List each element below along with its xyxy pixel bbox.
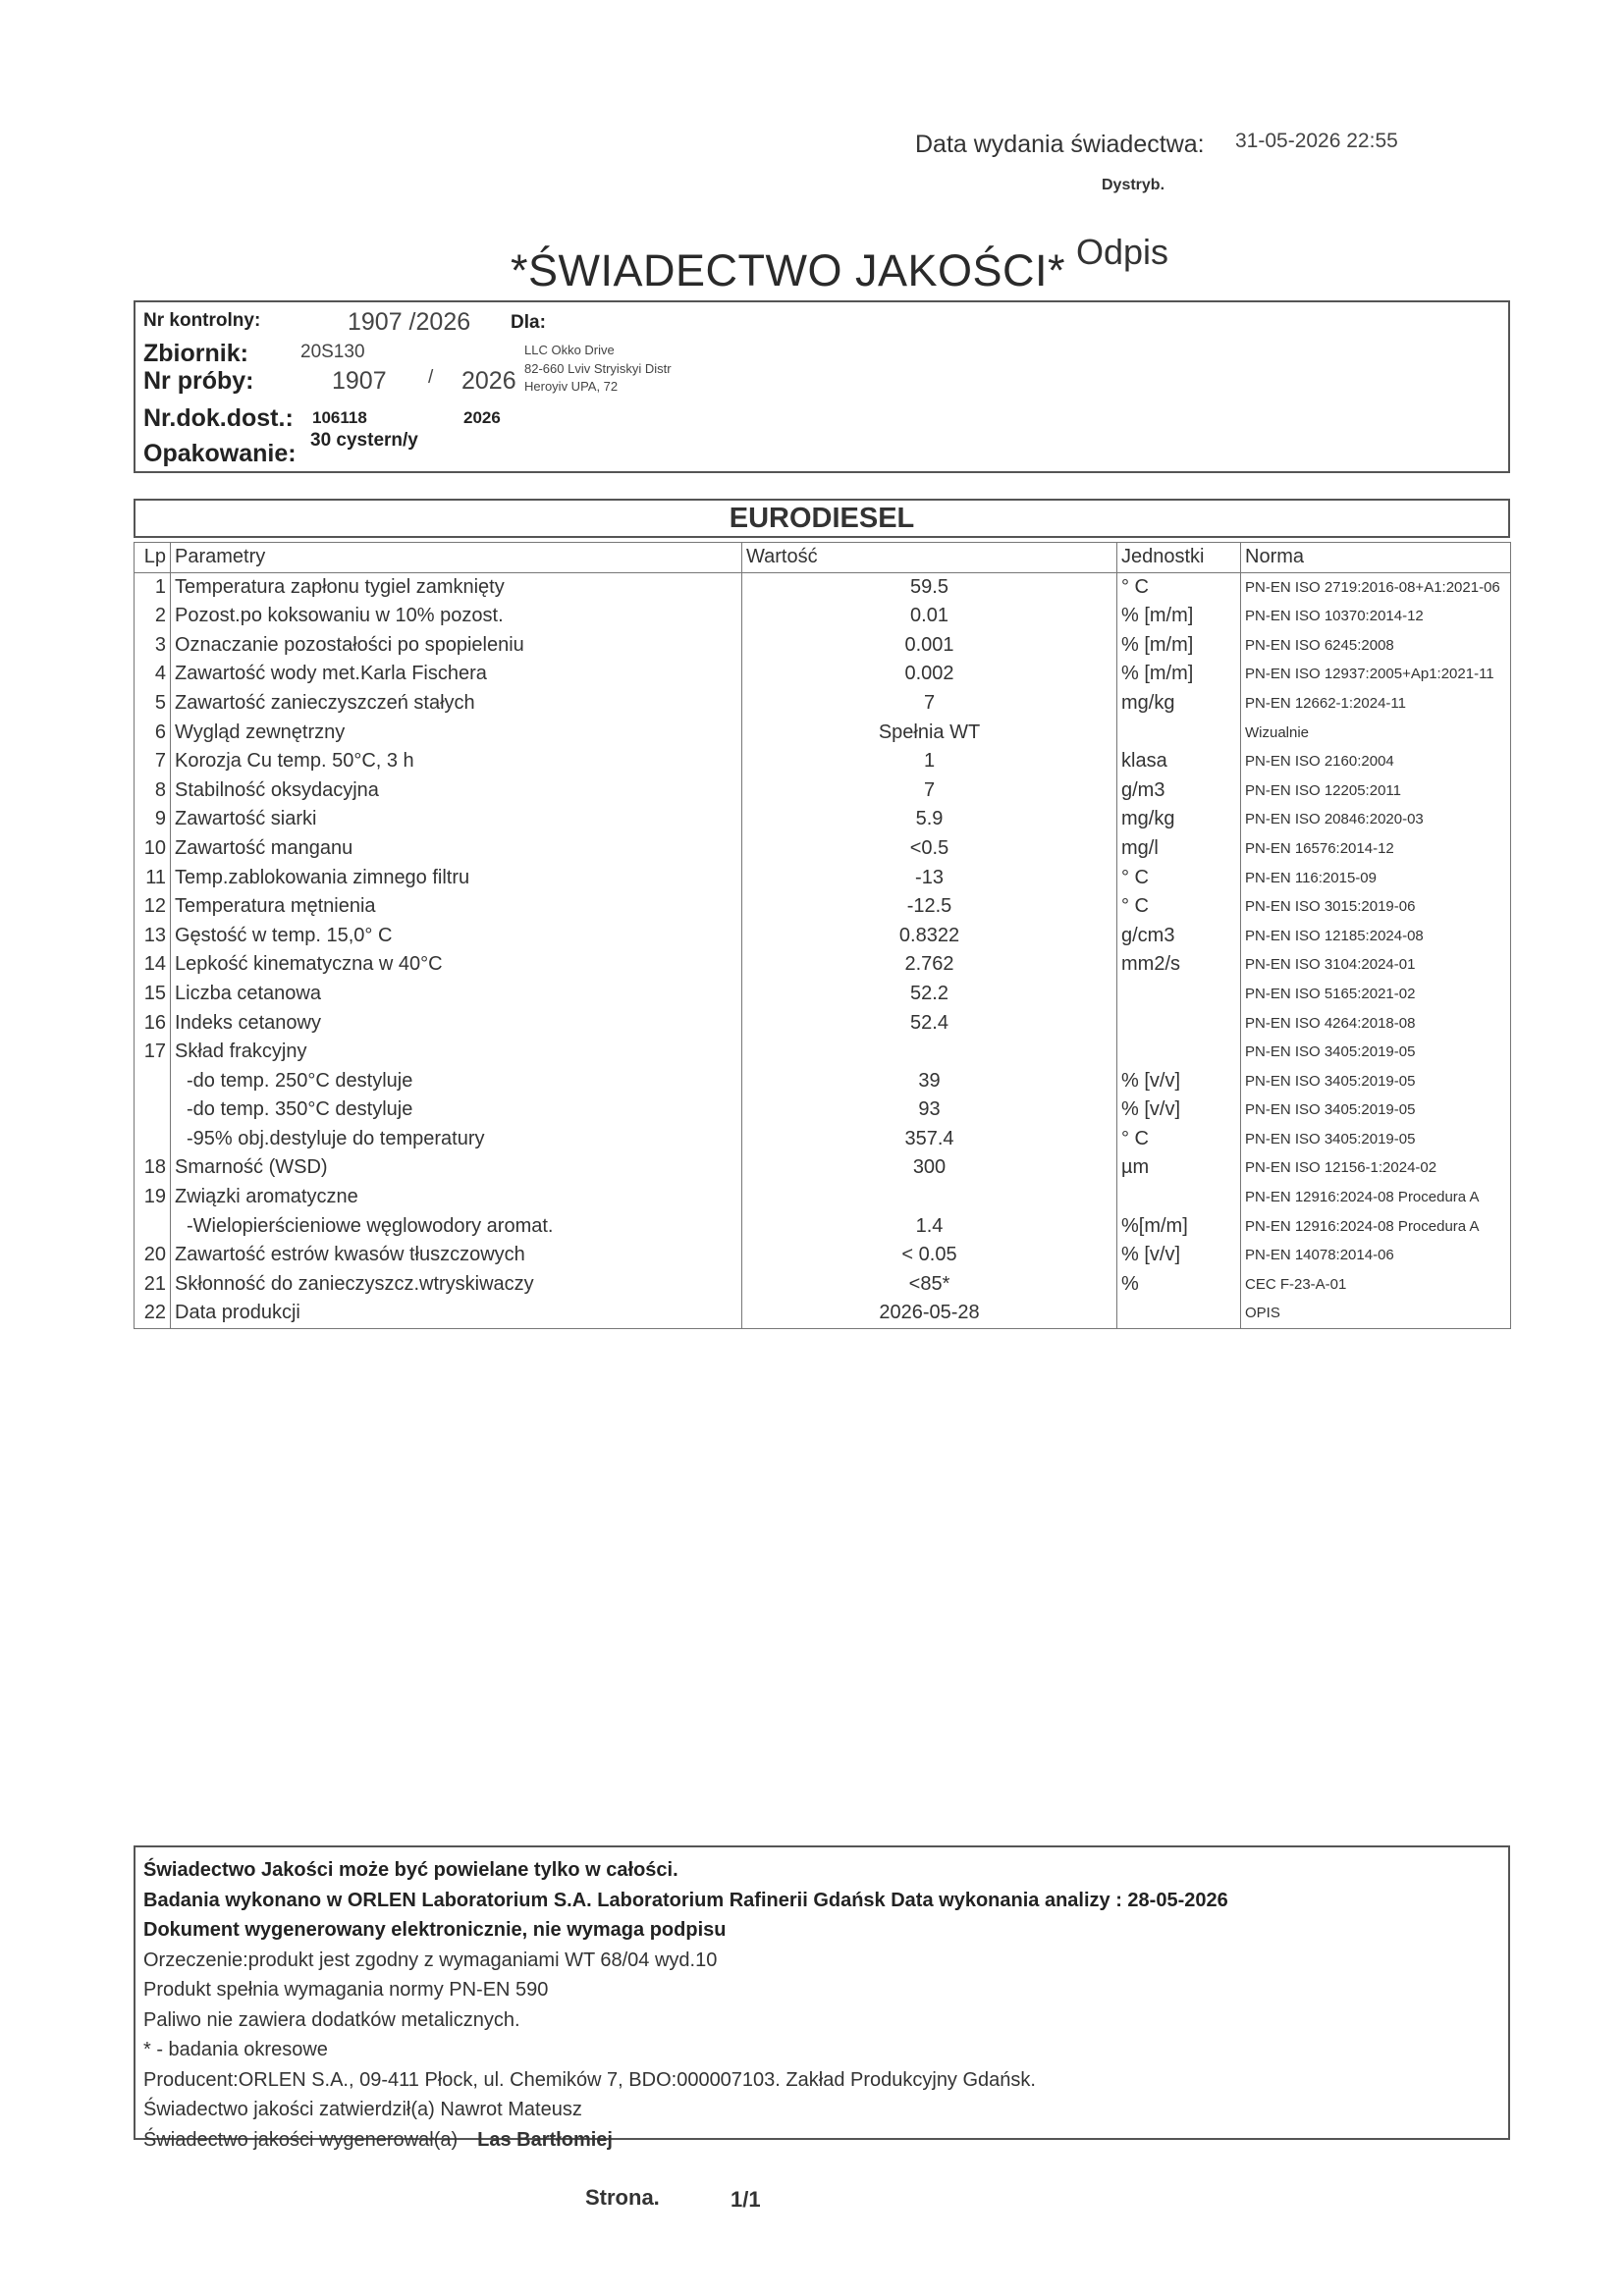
- row-value: 2.762: [742, 950, 1117, 980]
- row-unit: [1117, 1009, 1241, 1039]
- row-value: 59.5: [742, 572, 1117, 602]
- header-parameters: Parametry: [171, 543, 742, 573]
- row-lp: 13: [135, 922, 171, 951]
- row-norm: PN-EN ISO 3405:2019-05: [1245, 1072, 1416, 1090]
- certificate-notes-box: [134, 1845, 1510, 2151]
- table-row: [135, 1153, 1511, 1183]
- packaging-label: Opakowanie:: [143, 440, 297, 467]
- row-parameter: Skłonność do zanieczyszcz.wtryskiwaczy: [171, 1270, 742, 1300]
- row-norm: PN-EN 16576:2014-12: [1245, 839, 1394, 857]
- row-lp: 7: [135, 747, 171, 776]
- delivery-doc-label: Nr.dok.dost.:: [143, 404, 294, 432]
- sample-year: 2026: [461, 367, 516, 395]
- row-parameter: -Wielopierścieniowe węglowodory aromat.: [171, 1212, 742, 1242]
- row-norm: PN-EN ISO 10370:2014-12: [1245, 608, 1424, 625]
- row-parameter: Związki aromatyczne: [171, 1183, 742, 1212]
- row-value: 52.4: [742, 1009, 1117, 1039]
- row-value: <85*: [742, 1270, 1117, 1300]
- results-header-row: [135, 543, 1511, 573]
- issue-date-label: Data wydania świadectwa:: [915, 131, 1205, 158]
- row-unit: klasa: [1117, 747, 1241, 776]
- row-norm: PN-EN ISO 3405:2019-05: [1245, 1130, 1416, 1148]
- row-parameter: Wygląd zewnętrzny: [171, 719, 742, 748]
- row-lp: 15: [135, 980, 171, 1009]
- row-value: 0.001: [742, 631, 1117, 661]
- note-electronic-document: Dokument wygenerowany elektronicznie, nie wymaga podpisu: [143, 1919, 727, 1941]
- issue-date: 31-05-2026 22:55: [1235, 130, 1398, 152]
- table-row: [135, 719, 1511, 748]
- table-row: [135, 834, 1511, 864]
- product-name-box: [134, 499, 1510, 538]
- row-value: 300: [742, 1153, 1117, 1183]
- row-norm: PN-EN ISO 3104:2024-01: [1245, 956, 1416, 974]
- row-norm: PN-EN ISO 2160:2004: [1245, 753, 1394, 771]
- page-label: Strona.: [585, 2185, 660, 2210]
- row-norm: OPIS: [1241, 1299, 1511, 1328]
- row-lp: 5: [135, 689, 171, 719]
- row-norm: PN-EN ISO 6245:2008: [1245, 636, 1394, 654]
- row-lp: 22: [135, 1299, 171, 1328]
- row-parameter: Korozja Cu temp. 50°C, 3 h: [171, 747, 742, 776]
- control-number: 1907 /2026: [348, 308, 471, 336]
- row-norm: PN-EN ISO 12937:2005+Ap1:2021-11: [1245, 666, 1494, 683]
- row-value: [742, 1038, 1117, 1067]
- row-value: 1.4: [742, 1212, 1117, 1242]
- table-row: [135, 980, 1511, 1009]
- row-unit: [1117, 1183, 1241, 1212]
- row-parameter: Skład frakcyjny: [171, 1038, 742, 1067]
- row-lp: [135, 1067, 171, 1096]
- table-row: [135, 572, 1511, 602]
- row-value: 93: [742, 1095, 1117, 1125]
- row-value: Spełnia WT: [742, 719, 1117, 748]
- row-norm: PN-EN ISO 12156-1:2024-02: [1245, 1159, 1437, 1177]
- sample-number: 1907: [332, 367, 387, 395]
- row-unit: % [m/m]: [1117, 631, 1241, 661]
- row-unit: g/cm3: [1117, 922, 1241, 951]
- row-unit: %: [1117, 1270, 1241, 1300]
- header-lp: Lp: [135, 543, 171, 573]
- row-parameter: -95% obj.destyluje do temperatury: [171, 1125, 742, 1154]
- table-row: [135, 776, 1511, 806]
- table-row: [135, 660, 1511, 689]
- note-copy-restriction: Świadectwo Jakości może być powielane tylko w całości.: [143, 1859, 678, 1881]
- row-lp: 14: [135, 950, 171, 980]
- note-producer: Producent:ORLEN S.A., 09-411 Płock, ul. Chemików 7, BDO:000007103. Zakład Produkcyjny Gdańsk.: [143, 2068, 1036, 2091]
- row-norm: PN-EN 12916:2024-08 Procedura A: [1245, 1217, 1480, 1235]
- table-row: [135, 689, 1511, 719]
- row-norm: PN-EN 12662-1:2024-11: [1245, 694, 1406, 712]
- sample-number-separator: /: [428, 367, 434, 388]
- row-value: 7: [742, 689, 1117, 719]
- row-lp: [135, 1212, 171, 1242]
- row-value: [742, 1183, 1117, 1212]
- row-parameter: Zawartość wody met.Karla Fischera: [171, 660, 742, 689]
- table-row: [135, 950, 1511, 980]
- row-parameter: Data produkcji: [171, 1299, 742, 1328]
- row-parameter: Zawartość estrów kwasów tłuszczowych: [171, 1241, 742, 1270]
- row-lp: 20: [135, 1241, 171, 1270]
- table-row: [135, 805, 1511, 834]
- row-lp: 2: [135, 602, 171, 631]
- table-row: [135, 892, 1511, 922]
- shipment-details-box: [134, 300, 1510, 473]
- row-norm: PN-EN ISO 4264:2018-08: [1245, 1014, 1416, 1032]
- row-value: 0.01: [742, 602, 1117, 631]
- row-unit: ° C: [1117, 864, 1241, 893]
- row-parameter: Temperatura mętnienia: [171, 892, 742, 922]
- row-lp: 11: [135, 864, 171, 893]
- row-lp: 12: [135, 892, 171, 922]
- note-conformity: Orzeczenie:produkt jest zgodny z wymaganiami WT 68/04 wyd.10: [143, 1949, 718, 1971]
- row-unit: mg/kg: [1117, 805, 1241, 834]
- row-value: 2026-05-28: [742, 1299, 1117, 1328]
- recipient-label: Dla:: [511, 312, 546, 333]
- row-unit: g/m3: [1117, 776, 1241, 806]
- row-value: 7: [742, 776, 1117, 806]
- row-lp: [135, 1095, 171, 1125]
- row-value: 39: [742, 1067, 1117, 1096]
- table-row: [135, 602, 1511, 631]
- document-title: *ŚWIADECTWO JAKOŚCI*: [511, 245, 1066, 295]
- row-unit: µm: [1117, 1153, 1241, 1183]
- row-unit: [1117, 1038, 1241, 1067]
- row-parameter: Zawartość manganu: [171, 834, 742, 864]
- row-value: 52.2: [742, 980, 1117, 1009]
- copy-mark: Odpis: [1076, 232, 1169, 272]
- row-lp: 9: [135, 805, 171, 834]
- table-row: [135, 864, 1511, 893]
- row-lp: 6: [135, 719, 171, 748]
- row-unit: % [v/v]: [1117, 1067, 1241, 1096]
- row-lp: 19: [135, 1183, 171, 1212]
- row-lp: 17: [135, 1038, 171, 1067]
- table-row: [135, 1270, 1511, 1300]
- table-row: [135, 1009, 1511, 1039]
- row-parameter: Pozost.po koksowaniu w 10% pozost.: [171, 602, 742, 631]
- header-value: Wartość: [742, 543, 1117, 573]
- row-unit: mm2/s: [1117, 950, 1241, 980]
- row-value: 5.9: [742, 805, 1117, 834]
- row-parameter: Lepkość kinematyczna w 40°C: [171, 950, 742, 980]
- table-row: [135, 1095, 1511, 1125]
- row-value: -13: [742, 864, 1117, 893]
- note-laboratory: Badania wykonano w ORLEN Laboratorium S.A. Laboratorium Rafinerii Gdańsk Data wykonania analizy : 28-05-2026: [143, 1889, 1228, 1911]
- distribution-label: Dystryb.: [1102, 177, 1165, 193]
- row-value: < 0.05: [742, 1241, 1117, 1270]
- row-norm: PN-EN ISO 12185:2024-08: [1245, 927, 1424, 944]
- row-unit: %[m/m]: [1117, 1212, 1241, 1242]
- row-unit: [1117, 980, 1241, 1009]
- row-parameter: Stabilność oksydacyjna: [171, 776, 742, 806]
- row-lp: 16: [135, 1009, 171, 1039]
- row-value: 357.4: [742, 1125, 1117, 1154]
- row-unit: % [m/m]: [1117, 660, 1241, 689]
- row-lp: 3: [135, 631, 171, 661]
- row-norm: PN-EN 116:2015-09: [1245, 869, 1377, 886]
- sample-number-label: Nr próby:: [143, 367, 254, 395]
- generated-by-label: Świadectwo jakości wygenerował(a): [143, 2128, 459, 2151]
- row-norm: PN-EN ISO 3405:2019-05: [1245, 1043, 1416, 1061]
- table-row: [135, 1212, 1511, 1242]
- note-no-metal-additives: Paliwo nie zawiera dodatków metalicznych.: [143, 2008, 520, 2031]
- recipient-address-2: Heroyiv UPA, 72: [524, 379, 619, 394]
- row-parameter: Liczba cetanowa: [171, 980, 742, 1009]
- table-row: [135, 631, 1511, 661]
- table-row: [135, 922, 1511, 951]
- row-norm: PN-EN ISO 5165:2021-02: [1245, 985, 1416, 1002]
- row-parameter: Zawartość siarki: [171, 805, 742, 834]
- generated-by-name: Las Bartłomiej: [477, 2128, 613, 2151]
- row-parameter: Gęstość w temp. 15,0° C: [171, 922, 742, 951]
- row-lp: 10: [135, 834, 171, 864]
- product-name: EURODIESEL: [729, 503, 915, 534]
- table-row: [135, 1241, 1511, 1270]
- row-unit: [1117, 1299, 1241, 1328]
- row-unit: mg/kg: [1117, 689, 1241, 719]
- row-norm: PN-EN ISO 2719:2016-08+A1:2021-06: [1245, 578, 1500, 596]
- row-lp: [135, 1125, 171, 1154]
- header-norm: Norma: [1241, 543, 1511, 573]
- delivery-doc-year: 2026: [463, 408, 501, 427]
- row-parameter: Zawartość zanieczyszczeń stałych: [171, 689, 742, 719]
- note-approved-by: Świadectwo jakości zatwierdził(a) Nawrot Mateusz: [143, 2099, 582, 2120]
- row-parameter: Smarność (WSD): [171, 1153, 742, 1183]
- tank-label: Zbiornik:: [143, 340, 248, 367]
- delivery-doc-number: 106118: [312, 408, 367, 427]
- row-lp: 18: [135, 1153, 171, 1183]
- row-norm: PN-EN 12916:2024-08 Procedura A: [1245, 1189, 1480, 1206]
- row-unit: ° C: [1117, 892, 1241, 922]
- results-table: [134, 542, 1511, 1329]
- note-periodic-tests: * - badania okresowe: [143, 2039, 328, 2060]
- row-parameter: Oznaczanie pozostałości po spopieleniu: [171, 631, 742, 661]
- row-value: -12.5: [742, 892, 1117, 922]
- row-lp: 1: [135, 572, 171, 602]
- table-row: [135, 1038, 1511, 1067]
- note-standard: Produkt spełnia wymagania normy PN-EN 590: [143, 1979, 549, 2001]
- row-norm: PN-EN ISO 3015:2019-06: [1245, 898, 1416, 916]
- row-unit: % [v/v]: [1117, 1241, 1241, 1270]
- row-parameter: -do temp. 250°C destyluje: [171, 1067, 742, 1096]
- table-row: [135, 1299, 1511, 1328]
- header-units: Jednostki: [1117, 543, 1241, 573]
- row-lp: 8: [135, 776, 171, 806]
- row-value: 0.002: [742, 660, 1117, 689]
- row-unit: ° C: [1117, 1125, 1241, 1154]
- row-norm: CEC F-23-A-01: [1245, 1275, 1347, 1293]
- table-row: [135, 1125, 1511, 1154]
- row-value: <0.5: [742, 834, 1117, 864]
- table-row: [135, 747, 1511, 776]
- row-norm: PN-EN ISO 20846:2020-03: [1245, 811, 1424, 828]
- recipient-name: LLC Okko Drive: [524, 343, 615, 357]
- table-row: [135, 1183, 1511, 1212]
- row-parameter: Indeks cetanowy: [171, 1009, 742, 1039]
- row-unit: % [m/m]: [1117, 602, 1241, 631]
- row-parameter: Temp.zablokowania zimnego filtru: [171, 864, 742, 893]
- table-row: [135, 1067, 1511, 1096]
- row-value: 1: [742, 747, 1117, 776]
- row-lp: 21: [135, 1270, 171, 1300]
- row-unit: [1117, 719, 1241, 748]
- row-unit: % [v/v]: [1117, 1095, 1241, 1125]
- row-parameter: Temperatura zapłonu tygiel zamknięty: [171, 572, 742, 602]
- row-lp: 4: [135, 660, 171, 689]
- row-norm: PN-EN 14078:2014-06: [1245, 1247, 1394, 1264]
- page-number: 1/1: [731, 2187, 761, 2212]
- row-norm: Wizualnie: [1245, 723, 1310, 741]
- control-number-label: Nr kontrolny:: [143, 310, 261, 331]
- recipient-address-1: 82-660 Lviv Stryiskyi Distr: [524, 361, 672, 376]
- tank-number: 20S130: [300, 342, 365, 362]
- row-parameter: -do temp. 350°C destyluje: [171, 1095, 742, 1125]
- row-value: 0.8322: [742, 922, 1117, 951]
- packaging-value: 30 cystern/y: [310, 430, 418, 451]
- row-norm: PN-EN ISO 3405:2019-05: [1245, 1101, 1416, 1119]
- row-unit: ° C: [1117, 572, 1241, 602]
- row-norm: PN-EN ISO 12205:2011: [1245, 781, 1401, 799]
- row-unit: mg/l: [1117, 834, 1241, 864]
- note-generated-by: [143, 2125, 1500, 2156]
